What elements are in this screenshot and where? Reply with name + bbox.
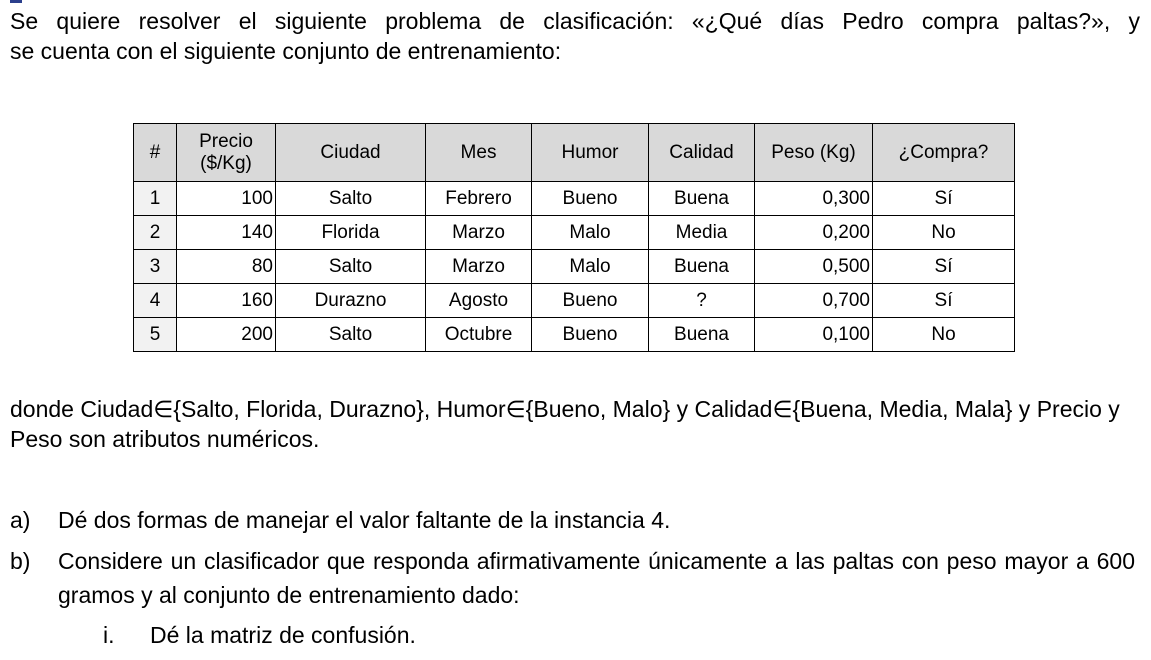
cell-compra: Sí [873,284,1015,318]
question-b-i-text: Dé la matriz de confusión. [150,622,416,648]
cell-precio: 160 [177,284,276,318]
cell-peso: 0,700 [755,284,873,318]
cell-humor: Bueno [532,182,649,216]
table-row [134,250,1015,284]
cell-index: 2 [134,216,177,250]
cell-precio: 140 [177,216,276,250]
table-header-row [134,124,1015,182]
cell-ciudad: Salto [276,318,426,352]
table-row [134,284,1015,318]
cell-ciudad: Salto [276,182,426,216]
cell-humor: Malo [532,250,649,284]
header-cell-index: # [134,124,177,182]
cell-compra: Sí [873,250,1015,284]
cell-compra: No [873,216,1015,250]
cell-calidad: Buena [649,250,755,284]
cell-calidad: Buena [649,318,755,352]
question-b-i [103,620,416,650]
cell-peso: 0,200 [755,216,873,250]
table-row [134,318,1015,352]
cell-ciudad: Durazno [276,284,426,318]
header-cell-precio: Precio ($/Kg) [177,124,276,182]
cell-mes: Febrero [426,182,532,216]
header-cell-mes: Mes [426,124,532,182]
cell-peso: 0,100 [755,318,873,352]
intro-paragraph [10,6,1140,66]
question-b-text: Considere un clasificador que responda afirmativamente únicamente a las paltas con peso mayor a 600 gramos y al conjunto de entrenamiento dado: [58,548,1135,608]
header-cell-ciudad: Ciudad [276,124,426,182]
training-set-table [133,123,1015,352]
cell-precio: 100 [177,182,276,216]
cell-humor: Bueno [532,284,649,318]
header-cell-calidad: Calidad [649,124,755,182]
table-row [134,216,1015,250]
cell-index: 3 [134,250,177,284]
question-a-text: Dé dos formas de manejar el valor faltante de la instancia 4. [58,507,671,533]
cell-calidad: ? [649,284,755,318]
question-b-marker: b) [10,548,31,574]
table-row [134,182,1015,216]
header-cell-compra: ¿Compra? [873,124,1015,182]
cell-ciudad: Florida [276,216,426,250]
cell-calidad: Buena [649,182,755,216]
header-cell-peso: Peso (Kg) [755,124,873,182]
header-cell-humor: Humor [532,124,649,182]
question-b [10,544,1135,612]
question-a-marker: a) [10,507,31,533]
cell-mes: Marzo [426,250,532,284]
cell-compra: Sí [873,182,1015,216]
cell-index: 5 [134,318,177,352]
cell-index: 4 [134,284,177,318]
question-a [10,503,1135,537]
definition-paragraph: donde Ciudad∈{Salto, Florida, Durazno}, Humor∈{Bueno, Malo} y Calidad∈{Buena, Media, Mala} y Precio y Peso son atributos numéricos. [10,396,1120,452]
cell-peso: 0,300 [755,182,873,216]
cell-mes: Agosto [426,284,532,318]
cell-mes: Marzo [426,216,532,250]
cell-precio: 80 [177,250,276,284]
cell-precio: 200 [177,318,276,352]
top-decoration-line [10,0,22,3]
intro-line-2: se cuenta con el siguiente conjunto de entrenamiento: [10,38,562,64]
cell-calidad: Media [649,216,755,250]
question-b-i-marker: i. [103,622,115,648]
cell-humor: Bueno [532,318,649,352]
cell-peso: 0,500 [755,250,873,284]
cell-index: 1 [134,182,177,216]
cell-mes: Octubre [426,318,532,352]
intro-line-1: Se quiere resolver el siguiente problema de clasificación: «¿Qué días Pedro compra paltas?», y [10,8,1140,34]
cell-ciudad: Salto [276,250,426,284]
cell-compra: No [873,318,1015,352]
cell-humor: Malo [532,216,649,250]
